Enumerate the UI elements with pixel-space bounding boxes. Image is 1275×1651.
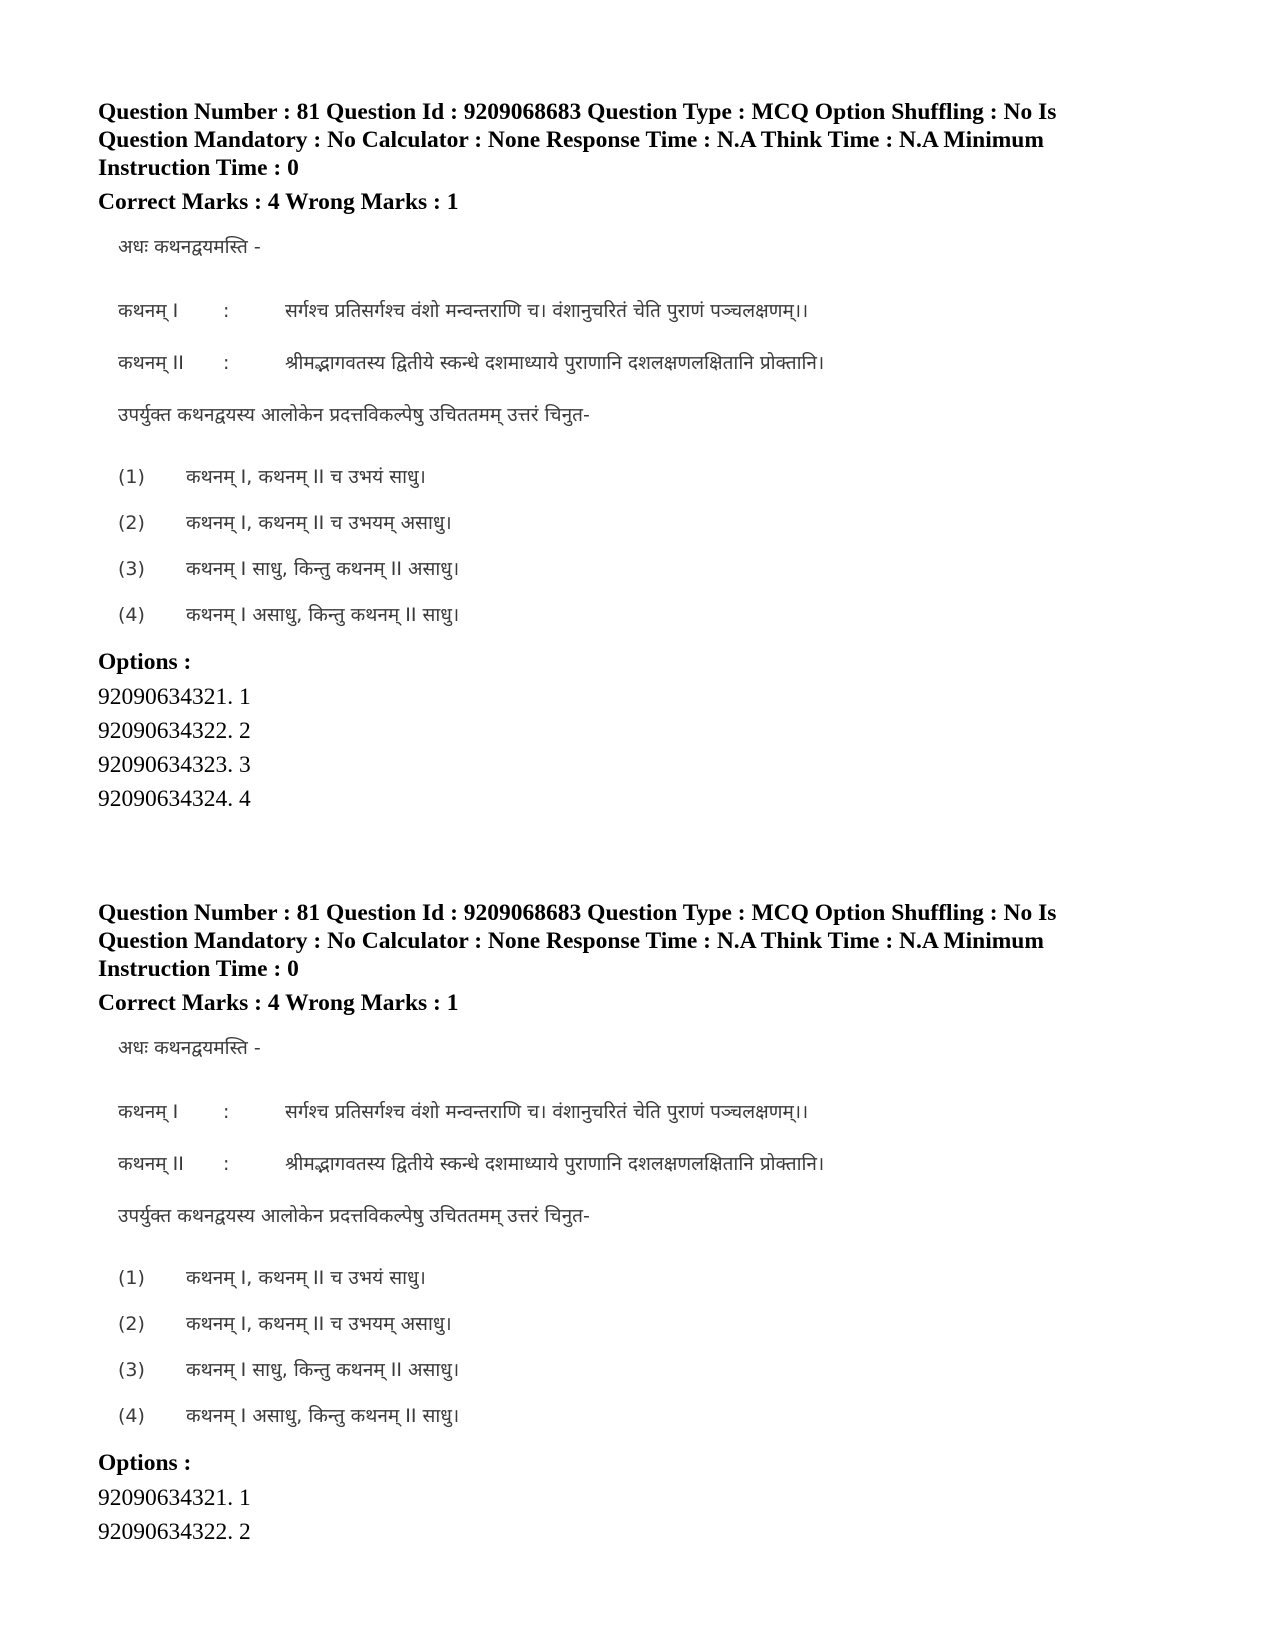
statement-text: सर्गश्च प्रतिसर्गश्च वंशो मन्वन्तराणि च। वंशानुचरितं चेति पुराणं पञ्चलक्षणम्।।	[285, 300, 809, 322]
question-meta-line: Question Number : 81 Question Id : 9209068683 Question Type : MCQ Option Shuffling : No Is	[98, 99, 1057, 125]
choice-row	[118, 556, 1188, 582]
choice-row	[118, 464, 1188, 490]
marks-line: Correct Marks : 4 Wrong Marks : 1	[98, 189, 459, 215]
options-heading: Options :	[98, 1450, 192, 1476]
option-item: 92090634321. 1	[98, 1485, 251, 1511]
statement-text: श्रीमद्भागवतस्य द्वितीये स्कन्धे दशमाध्याये पुराणानि दशलक्षणलक्षितानि प्रोक्तानि।	[285, 352, 825, 374]
option-item: 92090634322. 2	[98, 1519, 251, 1545]
choice-number: (2)	[118, 1313, 145, 1335]
marks-line: Correct Marks : 4 Wrong Marks : 1	[98, 990, 459, 1016]
choice-number: (4)	[118, 1405, 145, 1427]
choice-number: (3)	[118, 558, 145, 580]
statement-label: कथनम् I	[118, 1101, 179, 1123]
choice-number: (1)	[118, 466, 145, 488]
statement-row	[118, 350, 1188, 376]
choice-text: कथनम् I साधु, किन्तु कथनम् II असाधु।	[186, 558, 460, 580]
option-item: 92090634324. 4	[98, 786, 251, 812]
statement-text: श्रीमद्भागवतस्य द्वितीये स्कन्धे दशमाध्याये पुराणानि दशलक्षणलक्षितानि प्रोक्तानि।	[285, 1153, 825, 1175]
statement-row	[118, 298, 1188, 324]
statement-colon: :	[223, 1101, 230, 1123]
statement-colon: :	[223, 1153, 230, 1175]
question-meta-line: Question Mandatory : No Calculator : None Response Time : N.A Think Time : N.A Minimum	[98, 928, 1044, 954]
choice-row	[118, 602, 1188, 628]
question-body	[118, 234, 1188, 628]
choice-number: (1)	[118, 1267, 145, 1289]
choice-row	[118, 510, 1188, 536]
statement-label: कथनम् I	[118, 300, 179, 322]
choice-row	[118, 1357, 1188, 1383]
question-meta	[98, 98, 1188, 182]
question-meta-line: Question Number : 81 Question Id : 9209068683 Question Type : MCQ Option Shuffling : No Is	[98, 900, 1057, 926]
question-prompt: उपर्युक्त कथनद्वयस्य आलोकेन प्रदत्तविकल्पेषु उचिततमम् उत्तरं चिनुत-	[118, 1205, 590, 1227]
statement-row	[118, 1151, 1188, 1177]
choice-text: कथनम् I, कथनम् II च उभयम् असाधु।	[186, 1313, 452, 1335]
option-item: 92090634323. 3	[98, 752, 251, 778]
question-block	[98, 899, 1188, 1549]
question-meta-line: Instruction Time : 0	[98, 956, 299, 982]
question-meta-line: Question Mandatory : No Calculator : None Response Time : N.A Think Time : N.A Minimum	[98, 127, 1044, 153]
statement-colon: :	[223, 352, 230, 374]
statement-colon: :	[223, 300, 230, 322]
choice-row	[118, 1311, 1188, 1337]
choice-number: (2)	[118, 512, 145, 534]
option-item: 92090634321. 1	[98, 684, 251, 710]
choice-number: (4)	[118, 604, 145, 626]
question-intro: अधः कथनद्वयमस्ति -	[118, 1037, 261, 1059]
choice-text: कथनम् I, कथनम् II च उभयम् असाधु।	[186, 512, 452, 534]
question-body	[118, 1035, 1188, 1429]
statement-text: सर्गश्च प्रतिसर्गश्च वंशो मन्वन्तराणि च। वंशानुचरितं चेति पुराणं पञ्चलक्षणम्।।	[285, 1101, 809, 1123]
statement-row	[118, 1099, 1188, 1125]
choice-text: कथनम् I असाधु, किन्तु कथनम् II साधु।	[186, 1405, 460, 1427]
options-heading: Options :	[98, 649, 192, 675]
question-intro: अधः कथनद्वयमस्ति -	[118, 236, 261, 258]
question-meta-line: Instruction Time : 0	[98, 155, 299, 181]
statement-label: कथनम् II	[118, 352, 184, 374]
statement-label: कथनम् II	[118, 1153, 184, 1175]
choice-text: कथनम् I, कथनम् II च उभयं साधु।	[186, 1267, 426, 1289]
question-block	[98, 98, 1188, 816]
choice-text: कथनम् I, कथनम् II च उभयं साधु।	[186, 466, 426, 488]
option-item: 92090634322. 2	[98, 718, 251, 744]
question-prompt: उपर्युक्त कथनद्वयस्य आलोकेन प्रदत्तविकल्पेषु उचिततमम् उत्तरं चिनुत-	[118, 404, 590, 426]
choice-row	[118, 1403, 1188, 1429]
question-meta	[98, 899, 1188, 983]
choice-text: कथनम् I असाधु, किन्तु कथनम् II साधु।	[186, 604, 460, 626]
choice-row	[118, 1265, 1188, 1291]
choice-text: कथनम् I साधु, किन्तु कथनम् II असाधु।	[186, 1359, 460, 1381]
choice-number: (3)	[118, 1359, 145, 1381]
